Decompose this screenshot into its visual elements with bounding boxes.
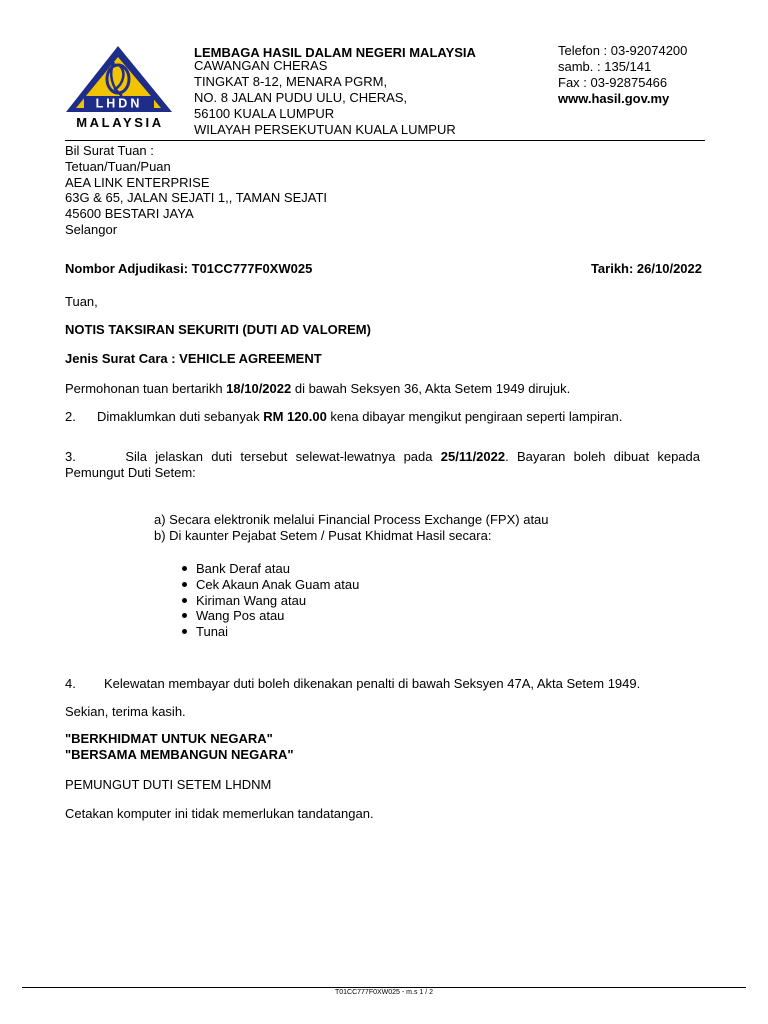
paragraph-4: Kelewatan membayar duti boleh dikenakan penalti di bawah Seksyen 47A, Akta Setem 1949. xyxy=(104,676,641,691)
method-label: Tunai xyxy=(196,624,229,639)
paragraph-3 xyxy=(65,449,700,465)
footer-divider xyxy=(22,987,746,988)
bullet-icon xyxy=(182,613,187,618)
p2-text-pre: Dimaklumkan duti sebanyak xyxy=(97,409,264,424)
computer-print-note: Cetakan komputer ini tidak memerlukan tandatangan. xyxy=(65,806,374,821)
paragraph-4-number: 4. xyxy=(65,676,76,691)
method-item xyxy=(182,624,228,640)
p1-text-post: di bawah Seksyen 36, Akta Setem 1949 dirujuk. xyxy=(291,381,571,396)
notice-title: NOTIS TAKSIRAN SEKURITI (DUTI AD VALOREM) xyxy=(65,322,371,337)
address-line-3: NO. 8 JALAN PUDU ULU, CHERAS, xyxy=(194,90,408,105)
p2-amount: RM 120.00 xyxy=(263,409,327,424)
paragraph-2 xyxy=(97,409,622,425)
p3-number: 3. xyxy=(65,449,76,464)
method-item xyxy=(182,577,359,593)
letter-date: Tarikh: 26/10/2022 xyxy=(590,261,702,276)
recipient-name: AEA LINK ENTERPRISE xyxy=(65,175,210,190)
adjudication-number: Nombor Adjudikasi: T01CC777F0XW025 xyxy=(65,261,313,276)
bullet-icon xyxy=(182,566,187,571)
address-line-4: 56100 KUALA LUMPUR xyxy=(194,106,335,121)
p1-text-pre: Permohonan tuan bertarikh xyxy=(65,381,227,396)
option-b: b) Di kaunter Pejabat Setem / Pusat Khidmat Hasil secara: xyxy=(154,528,492,543)
recipient-salutation: Tetuan/Tuan/Puan xyxy=(65,159,171,174)
bullet-icon xyxy=(182,598,187,603)
logo-bottom-text: MALAYSIA xyxy=(76,115,164,130)
p1-date: 18/10/2022 xyxy=(226,381,292,396)
paragraph-2-number: 2. xyxy=(65,409,76,424)
motto-2: "BERSAMA MEMBANGUN NEGARA" xyxy=(65,747,294,762)
method-label: Bank Deraf atau xyxy=(196,561,290,576)
contact-fax: Fax : 03-92875466 xyxy=(558,75,668,90)
org-name: LEMBAGA HASIL DALAM NEGERI MALAYSIA xyxy=(194,45,476,60)
p3-text-post: . Bayaran boleh dibuat kepada xyxy=(505,449,701,464)
address-line-2: TINGKAT 8-12, MENARA PGRM, xyxy=(194,74,388,89)
closing: Sekian, terima kasih. xyxy=(65,704,186,719)
ref-label: Bil Surat Tuan : xyxy=(65,143,154,158)
contact-ext: samb. : 135/141 xyxy=(558,59,652,74)
signatory: PEMUNGUT DUTI SETEM LHDNM xyxy=(65,777,272,792)
paragraph-1 xyxy=(65,381,570,397)
bullet-icon xyxy=(182,582,187,587)
method-label: Kiriman Wang atau xyxy=(196,593,307,608)
logo-top-text: LHDN xyxy=(95,96,143,111)
p3-text-pre: Sila jelaskan duti tersebut selewat-lewatnya pada xyxy=(125,449,441,464)
page-footer: T01CC777F0XW025 - m.s 1 / 2 xyxy=(334,989,434,996)
contact-website: www.hasil.gov.my xyxy=(558,91,670,106)
recipient-state: Selangor xyxy=(65,222,118,237)
address-line-1: CAWANGAN CHERAS xyxy=(194,58,328,73)
method-item xyxy=(182,593,306,609)
recipient-address-2: 45600 BESTARI JAYA xyxy=(65,206,194,221)
option-a: a) Secara elektronik melalui Financial Process Exchange (FPX) atau xyxy=(154,512,549,527)
paragraph-3-line-2: Pemungut Duti Setem: xyxy=(65,465,196,480)
lhdn-emblem-icon xyxy=(64,44,184,130)
method-item xyxy=(182,608,284,624)
lhdn-logo xyxy=(64,44,184,130)
recipient-address-1: 63G & 65, JALAN SEJATI 1,, TAMAN SEJATI xyxy=(65,190,328,205)
motto-1: "BERKHIDMAT UNTUK NEGARA" xyxy=(65,731,273,746)
address-line-5: WILAYAH PERSEKUTUAN KUALA LUMPUR xyxy=(194,122,456,137)
bullet-icon xyxy=(182,629,187,634)
p2-text-post: kena dibayar mengikut pengiraan seperti lampiran. xyxy=(326,409,623,424)
instrument-type: Jenis Surat Cara : VEHICLE AGREEMENT xyxy=(65,351,322,366)
method-label: Wang Pos atau xyxy=(196,608,285,623)
greeting: Tuan, xyxy=(65,294,98,309)
contact-phone: Telefon : 03-92074200 xyxy=(558,43,688,58)
header-divider xyxy=(65,140,705,141)
method-item xyxy=(182,561,290,577)
method-label: Cek Akaun Anak Guam atau xyxy=(196,577,360,592)
p3-date: 25/11/2022 xyxy=(440,449,506,464)
